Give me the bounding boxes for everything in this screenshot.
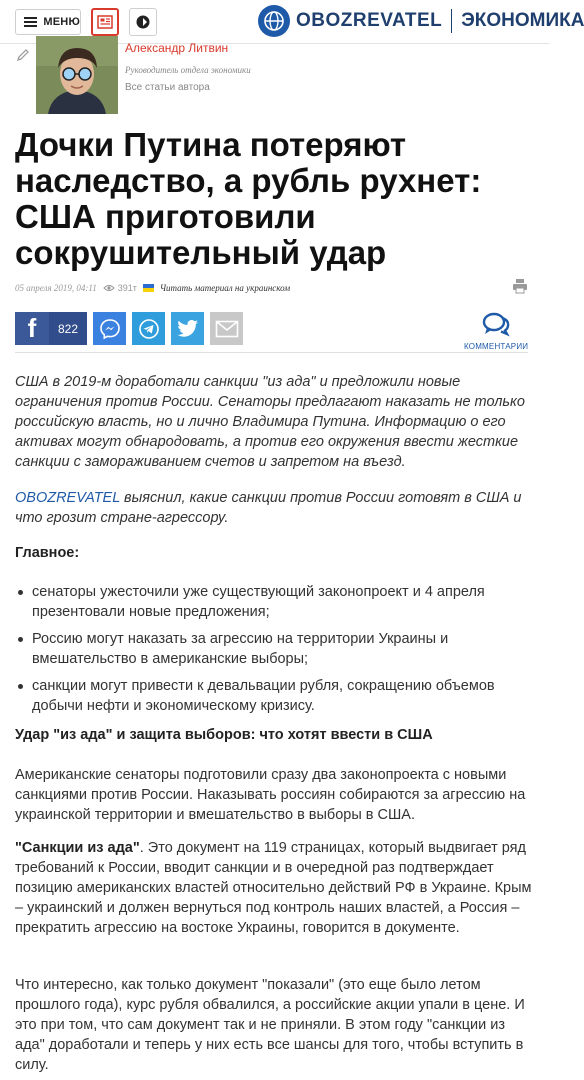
newspaper-icon <box>97 15 113 29</box>
article-lead: США в 2019-м доработали санкции "из ада" и предложили новые ограничения против России. Сенаторы предлагают наказать не только российскую власть, но и лично Владимира Путина. Информацию о его активах могут обнародовать, а против его окружения ввести жесткие санкции с замораживанием счетов и запретом на въезд. <box>15 374 525 470</box>
messenger-share-button[interactable] <box>93 312 126 345</box>
read-in-ukrainian-link[interactable]: Читать материал на украинском <box>159 283 291 293</box>
paragraph-text: . Это документ на 119 страницах, который выдвигает ряд требований к России, вводит санкции и в очередной раз подтверждает позицию американских властей относительно действий РФ в Украине. Крым – украинский и должен вернуться под контроль наших властей, а Россия – прекратить агрессию на востоке Украины, говорится в документе. <box>15 840 532 936</box>
author-name-link[interactable]: Александр Литвин <box>125 41 229 55</box>
paragraph <box>15 838 535 938</box>
publish-date: 05 апреля 2019, 04:11 <box>15 283 97 293</box>
paragraph: Американские сенаторы подготовили сразу два законопроекта с новыми санкциями против России. Наказывать россиян собираются за агрессию на украинской территории и вмешательство в выборы в США. <box>15 767 526 823</box>
hamburger-icon <box>24 17 37 27</box>
list-item: санкции могут привести к девальвации рубля, сокращению объемов добычи нефти и экономическому кризису. <box>15 676 535 716</box>
divider <box>15 352 528 353</box>
list-item: сенаторы ужесточили уже существующий законопроект и 4 апреля презентовали новые предложения; <box>15 582 535 622</box>
facebook-share-count: 822 <box>49 312 87 345</box>
lead-secondary-text: выяснил, какие санкции против России готовят в США и что грозит стране-агрессору. <box>15 490 522 526</box>
comments-label: КОММЕНТАРИИ <box>464 342 529 351</box>
menu-label: МЕНЮ <box>43 16 80 28</box>
logo-divider <box>451 9 452 33</box>
eye-icon <box>103 284 115 292</box>
article-title: Дочки Путина потеряют наследство, а рубль рухнет: США приготовили сокрушительный удар <box>15 126 482 271</box>
globe-icon <box>258 5 290 37</box>
menu-button[interactable] <box>15 9 81 35</box>
views-counter <box>103 283 137 293</box>
brand-link[interactable]: OBOZREVATEL <box>15 490 121 506</box>
logo-text: OBOZREVATEL <box>296 10 443 31</box>
share-bar <box>15 312 243 345</box>
article-lead-secondary <box>15 488 535 528</box>
telegram-icon <box>138 318 160 340</box>
facebook-icon: f <box>15 312 49 345</box>
twitter-share-button[interactable] <box>171 312 204 345</box>
article-meta <box>15 283 535 293</box>
comments-button[interactable] <box>464 312 528 351</box>
site-logo[interactable] <box>258 5 584 37</box>
author-all-articles-link[interactable]: Все статьи автора <box>125 82 210 93</box>
pen-icon <box>16 48 30 62</box>
key-points-heading: Главное: <box>15 545 80 561</box>
section-subheading: Удар "из ада" и защита выборов: что хотят ввести в США <box>15 727 433 743</box>
ukraine-flag-icon <box>143 284 154 292</box>
theme-toggle-button[interactable] <box>129 8 157 36</box>
news-feed-button[interactable] <box>91 8 119 36</box>
author-role: Руководитель отдела экономики <box>125 65 251 75</box>
list-item: Россию могут наказать за агрессию на территории Украины и вмешательство в американские выборы; <box>15 629 535 669</box>
facebook-share-button[interactable] <box>15 312 87 345</box>
bold-term: "Санкции из ада" <box>15 840 140 856</box>
section-title[interactable]: ЭКОНОМИКА <box>461 10 584 31</box>
author-avatar[interactable] <box>36 36 118 114</box>
views-count: 391т <box>117 283 137 293</box>
email-share-button[interactable] <box>210 312 243 345</box>
comments-icon <box>481 312 511 336</box>
paragraph: Что интересно, как только документ "показали" (это еще было летом прошлого года), курс рубля обвалился, а российские акции упали в цене. И это при том, что сам документ так и не приняли. В этом году "санкции из ада" доработали и теперь у них есть все шансы для того, чтобы вступить в силу. <box>15 977 525 1073</box>
messenger-icon <box>99 318 121 340</box>
email-icon <box>215 320 239 338</box>
contrast-icon <box>135 14 151 30</box>
key-points-list <box>15 582 535 723</box>
print-icon[interactable] <box>512 278 528 294</box>
telegram-share-button[interactable] <box>132 312 165 345</box>
twitter-icon <box>176 319 200 339</box>
